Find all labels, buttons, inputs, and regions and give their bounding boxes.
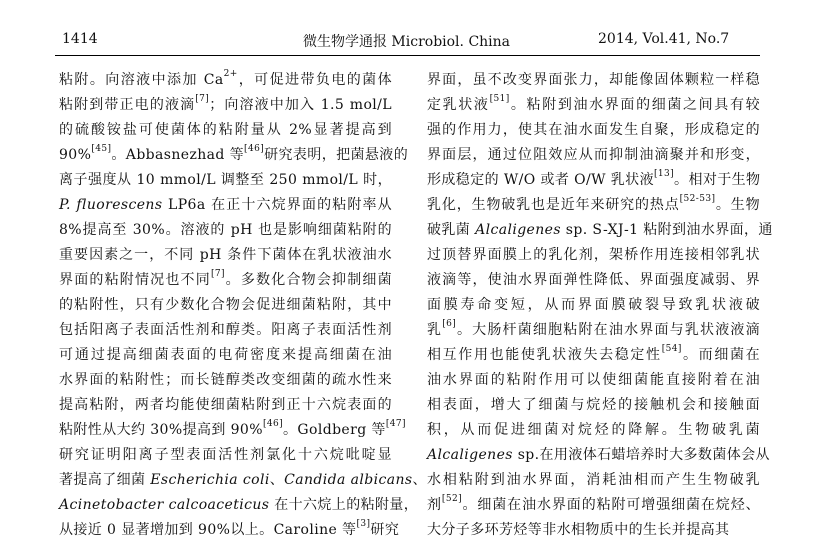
text-run: 的粘附性，只有少数化合物会促进细菌粘附，其中 — [59, 297, 392, 313]
text-line — [59, 93, 392, 118]
citation-ref: [52] — [441, 494, 462, 505]
text-run: 。Goldberg 等 — [283, 422, 386, 438]
text-run: 在十六烷上的粘附量， — [269, 497, 419, 513]
text-run: LP6a 在正十六烷界面的粘附率从 — [162, 197, 392, 213]
text-run: 。生物 — [715, 197, 760, 213]
text-run: 界面层，通过位阻效应从而抑制油滴聚并和形变， — [427, 147, 760, 163]
volume-info: 2014, Vol.41, No.7 — [598, 31, 730, 47]
text-run: 水相粘附到油水界面，消耗油相而产生生物破乳 — [427, 472, 760, 488]
text-line — [427, 68, 760, 93]
text-line — [59, 193, 392, 218]
text-run: 离子强度从 10 mmol/L 调整至 250 mmol/L 时， — [59, 172, 392, 188]
header-rule — [55, 55, 760, 56]
text-line — [427, 293, 760, 318]
journal-title: 微生物学通报 Microbiol. China — [302, 34, 511, 50]
right-column — [427, 68, 773, 543]
page-header — [0, 0, 813, 60]
text-run: 面膜寿命变短，从而界面膜破裂导致乳状液破 — [427, 297, 760, 313]
text-run: 研究证明阳离子型表面活性剂氯化十六烷吡啶显 — [59, 447, 392, 463]
text-run: 。多数化合物会抑制细菌 — [224, 272, 393, 288]
text-run: 研究表明，把菌悬液的 — [264, 147, 409, 163]
species-name: P. fluorescens — [59, 197, 163, 213]
text-run: 大分子多环芳烃等非水相物质中的生长并提高其 — [427, 522, 730, 538]
text-line — [59, 293, 392, 318]
text-run: 积，从而促进细菌对烷烃的降解。生物破乳菌 — [427, 422, 760, 438]
text-run: 粘附。向溶液中添加 Ca — [59, 72, 224, 88]
text-line — [59, 368, 392, 393]
text-line — [427, 343, 760, 368]
text-run: 提高粘附，两者均能使细菌粘附到正十六烷表面的 — [59, 397, 392, 413]
text-line — [427, 243, 760, 268]
citation-ref: [46] — [262, 419, 284, 430]
text-run: 8%提高至 30%。溶液的 pH 也是影响细菌粘附的 — [59, 222, 392, 238]
text-run: 界面的粘附情况也不同 — [59, 272, 211, 288]
text-run: 研究 — [370, 522, 400, 538]
page-number: 1414 — [62, 31, 98, 47]
species-name: Candida albicans — [284, 472, 413, 488]
text-line — [59, 168, 392, 193]
text-run: 、 — [412, 472, 427, 488]
text-line — [427, 418, 760, 443]
text-run: 乳化，生物破乳也是近年来研究的热点 — [427, 197, 680, 213]
text-run: 。而细菌在 — [681, 347, 761, 363]
text-line — [427, 468, 760, 493]
text-run: 水界面的粘附性；而长链醇类改变细菌的疏水性来 — [59, 372, 392, 388]
citation-ref: [52-53] — [679, 194, 716, 205]
text-run: 可通过提高细菌表面的电荷密度来提高细菌在油 — [59, 347, 392, 363]
citation-ref: 2+ — [223, 69, 238, 80]
text-run: 界面，虽不改变界面张力，却能像固体颗粒一样稳 — [427, 72, 760, 88]
text-run: 强的作用力，使其在油水面发生自聚，形成稳定的 — [427, 122, 760, 138]
text-run: 相互作用也能使乳状液失去稳定性 — [427, 347, 662, 363]
species-name: Alcaligenes — [475, 222, 561, 238]
text-run: 粘附到带正电的液滴 — [59, 97, 196, 113]
species-name: Escherichia coli — [150, 472, 270, 488]
text-run: 破乳菌 — [427, 222, 476, 238]
text-run: 。相对于生物 — [674, 172, 761, 188]
text-run: 形成稳定的 W/O 或者 O/W 乳状液 — [427, 172, 654, 188]
left-column — [59, 68, 427, 543]
text-run: 乳 — [427, 322, 443, 338]
text-line — [427, 218, 773, 243]
text-line — [427, 143, 760, 168]
text-line — [59, 518, 400, 543]
text-run: 剂 — [427, 497, 442, 513]
text-line — [427, 518, 760, 543]
text-line — [427, 268, 760, 293]
text-run: 过顶替界面膜上的乳化剂，架桥作用连接相邻乳状 — [427, 247, 760, 263]
text-line — [427, 118, 760, 143]
text-run: 。细菌在油水界面的粘附可增强细菌在烷烃、 — [461, 497, 760, 513]
text-line — [59, 343, 392, 368]
text-line — [427, 368, 760, 393]
text-run: 粘附性从大约 30%提高到 90% — [59, 422, 263, 438]
text-run: 著提高了细菌 — [59, 472, 151, 488]
text-line — [427, 393, 760, 418]
text-line — [59, 268, 392, 293]
text-run: sp. S-XJ-1 粘附到油水界面，通 — [560, 222, 773, 238]
text-line — [59, 468, 427, 493]
text-line — [59, 318, 392, 343]
text-run: 从接近 0 显著增加到 90%以上。Caroline 等 — [59, 522, 357, 538]
text-run: 定乳状液 — [427, 97, 490, 113]
text-run: 。大肠杆菌细胞粘附在油水界面与乳状液液滴 — [456, 322, 761, 338]
text-run: 油水界面的粘附作用可以使细菌能直接附着在油 — [427, 372, 760, 388]
text-line — [59, 218, 392, 243]
text-run: 。Abbasnezhad 等 — [111, 147, 245, 163]
citation-ref: [51] — [489, 94, 510, 105]
text-line — [59, 418, 406, 443]
text-run: 液滴等，使油水界面弹性降低、界面强度减弱、界 — [427, 272, 760, 288]
citation-ref: [54] — [661, 344, 682, 355]
text-line — [427, 443, 770, 468]
citation-ref: [7] — [210, 269, 225, 280]
species-name: Acinetobacter calcoaceticus — [59, 497, 270, 513]
text-line — [59, 143, 409, 168]
text-line — [427, 168, 760, 193]
citation-ref: [6] — [442, 319, 457, 330]
citation-ref: [45] — [91, 144, 112, 155]
citation-ref: [13] — [653, 169, 675, 180]
text-run: 相表面，增大了细菌与烷烃的接触机会和接触面 — [427, 397, 760, 413]
text-run: 的硫酸铵盐可使菌体的粘附量从 2%显著提高到 — [59, 122, 392, 138]
citation-ref: [3] — [356, 519, 371, 530]
text-line — [427, 493, 760, 518]
text-run: ，可促进带负电的菌体 — [237, 72, 393, 88]
text-run: 包括阳离子表面活性剂和醇类。阳离子表面活性剂 — [59, 322, 392, 338]
species-name: Alcaligenes — [427, 447, 513, 463]
text-line — [427, 318, 760, 343]
text-line — [427, 193, 760, 218]
text-line — [59, 443, 392, 468]
text-line — [59, 118, 392, 143]
citation-ref: [7] — [195, 94, 210, 105]
text-run: 、 — [269, 472, 285, 488]
citation-ref: [46] — [244, 144, 265, 155]
text-run: ；向溶液中加入 1.5 mol/L — [209, 97, 392, 113]
text-run: 重要因素之一，不同 pH 条件下菌体在乳状液油水 — [59, 247, 392, 263]
text-run: 。粘附到油水界面的细菌之间具有较 — [509, 97, 760, 113]
text-line — [427, 93, 760, 118]
text-line — [59, 243, 392, 268]
citation-ref: [47] — [385, 419, 406, 430]
text-line — [59, 493, 419, 518]
text-line — [59, 393, 392, 418]
text-line — [59, 68, 392, 93]
text-run: 90% — [59, 147, 92, 163]
text-run: sp.在用液体石蜡培养时大多数菌体会从 — [512, 447, 770, 463]
